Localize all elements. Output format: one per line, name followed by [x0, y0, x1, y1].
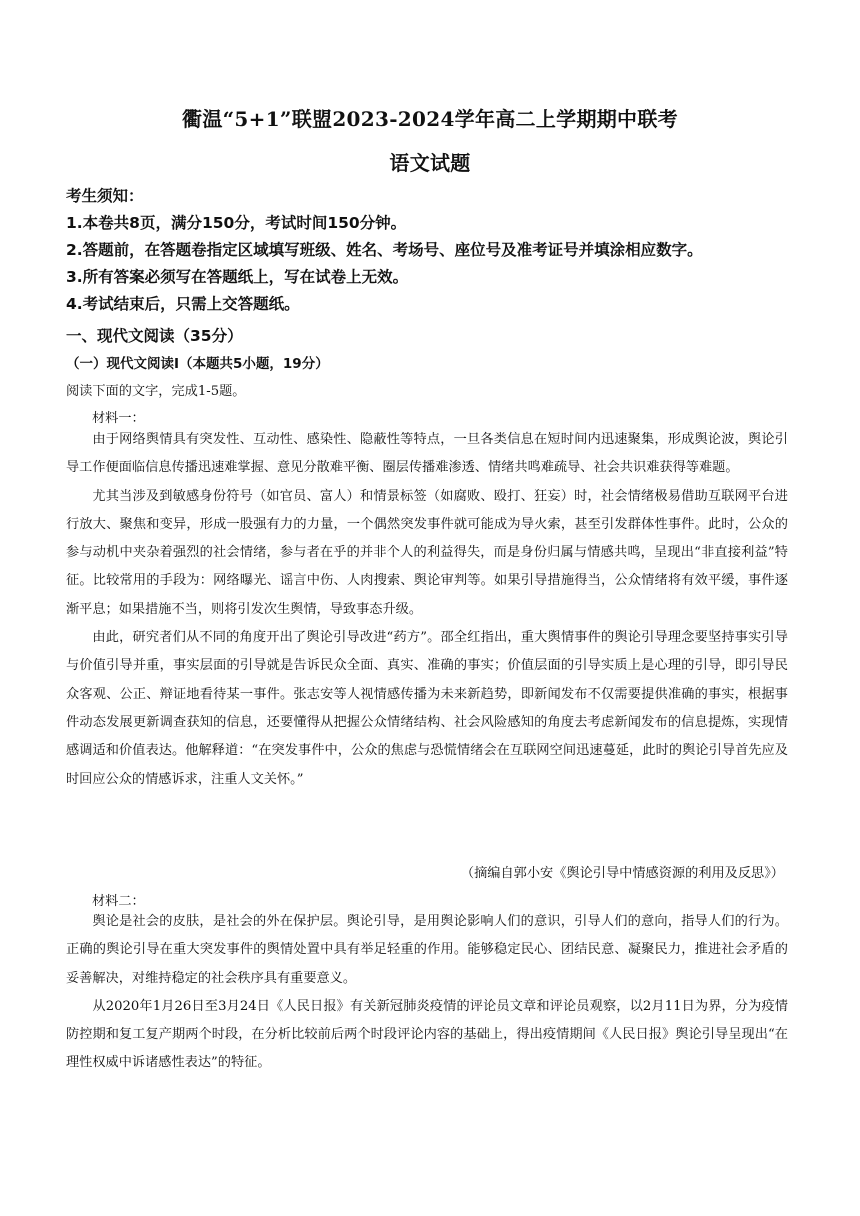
section-heading: 一、现代文阅读（35分）: [66, 327, 243, 345]
material-1-source: （摘编自郭小安《舆论引导中情感资源的利用及反思》）: [460, 866, 784, 881]
material-2-paragraph: 从2020年1月26日至3月24日《人民日报》有关新冠肺炎疫情的评论员文章和评论员观察，以2月11日为界，分为疫情防控期和复工复产期两个时段，在分析比较前后两个时段评论内容的基础上，得出疫情期间《人民日报》舆论引导呈现出“在理性权威中诉诸感性表达”的特征。: [66, 998, 788, 1071]
material-1-label: 材料一：: [92, 411, 145, 426]
notice-heading: 考生须知：: [66, 187, 144, 205]
notice-item: 2.答题前，在答题卷指定区域填写班级、姓名、考场号、座位号及准考证号并填涂相应数字。: [66, 241, 703, 259]
material-1-paragraph: 由此，研究者们从不同的角度开出了舆论引导改进“药方”。邵全红指出，重大舆情事件的舆论引导理念要坚持事实引导与价值引导并重，事实层面的引导就是告诉民众全面、真实、准确的事实；价值层面的引导实质上是心理的引导，即引导民众客观、公正、辩证地看待某一事件。张志安等人视情感传播为未来新趋势，即新闻发布不仅需要提供准确的事实，根据事件动态发展更新调查获知的信息，还要懂得从把握公众情绪结构、社会风险感知的角度去考虑新闻发布的信息提炼，实现情感调适和价值表达。他解释道：“在突发事件中，公众的焦虑与恐慌情绪会在互联网空间迅速蔓延，此时的舆论引导首先应及时回应公众的情感诉求，注重人文关怀。”: [66, 630, 788, 787]
exam-title: 衢温“5+1”联盟2023-2024学年高二上学期期中联考: [182, 107, 678, 131]
candidate-notice: [66, 183, 806, 318]
material-1-paragraph: 尤其当涉及到敏感身份符号（如官员、富人）和情景标签（如腐败、殴打、狂妄）时，社会情绪极易借助互联网平台进行放大、聚焦和变异，形成一股强有力的力量，一个偶然突发事件就可能成为导火索，甚至引发群体性事件。此时，公众的参与动机中夹杂着强烈的社会情绪，参与者在乎的并非个人的利益得失，而是身份归属与情感共鸣，呈现出“非直接利益”特征。比较常用的手段为：网络曝光、谣言中伤、人肉搜索、舆论审判等。如果引导措施得当，公众情绪将有效平缓，事件逐渐平息；如果措施不当，则将引发次生舆情，导致事态升级。: [66, 488, 788, 617]
material-1-paragraph: 由于网络舆情具有突发性、互动性、感染性、隐蔽性等特点，一旦各类信息在短时间内迅速聚集，形成舆论波，舆论引导工作便面临信息传播迅速难掌握、意见分散难平衡、圈层传播难渗透、情绪共鸣难疏导、社会共识难获得等难题。: [66, 432, 788, 476]
material-2-label: 材料二：: [92, 894, 145, 909]
notice-item: 1.本卷共8页，满分150分，考试时间150分钟。: [66, 214, 407, 232]
reading-instruction: 阅读下面的文字，完成1-5题。: [66, 384, 246, 399]
material-1-body: [66, 426, 788, 794]
material-2-paragraph: 舆论是社会的皮肤，是社会的外在保护层。舆论引导，是用舆论影响人们的意识，引导人们的意向，指导人们的行为。正确的舆论引导在重大突发事件的舆情处置中具有举足轻重的作用。能够稳定民心、团结民意、凝聚民力，推进社会矛盾的妥善解决，对维持稳定的社会秩序具有重要意义。: [66, 914, 788, 986]
material-2-body: [66, 908, 788, 1078]
exam-subtitle: 语文试题: [389, 151, 471, 175]
section-subheading: （一）现代文阅读Ⅰ（本题共5小题，19分）: [66, 356, 329, 372]
notice-item: 3.所有答案必须写在答题纸上，写在试卷上无效。: [66, 268, 409, 286]
notice-item: 4.考试结束后，只需上交答题纸。: [66, 295, 300, 313]
